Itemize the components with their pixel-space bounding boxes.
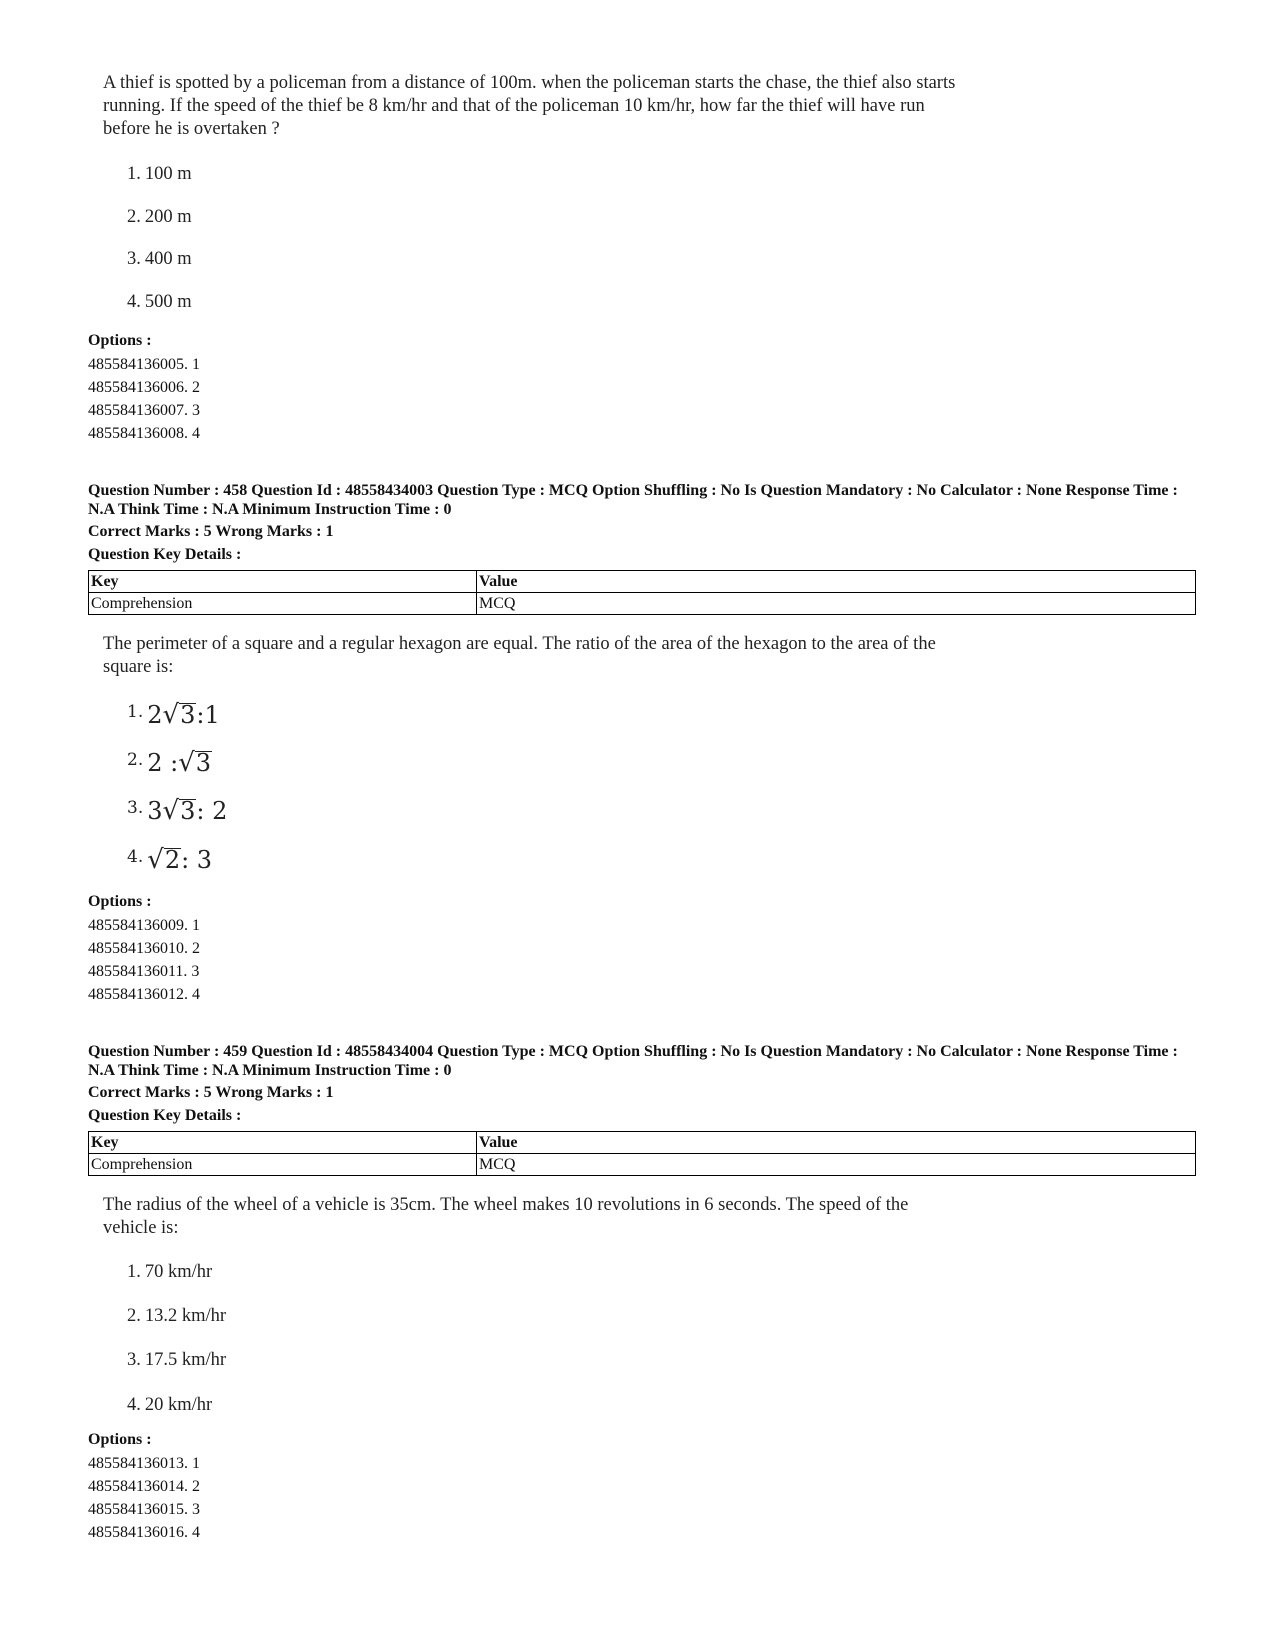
option-number: 4. <box>127 1395 141 1415</box>
option-number: 1. <box>127 164 141 184</box>
table-cell-value: MCQ <box>477 1154 1196 1176</box>
q459-option-3 <box>127 1350 226 1371</box>
q458-option-2 <box>127 748 212 778</box>
radicand: 3 <box>180 701 196 729</box>
q459-option-2 <box>127 1306 226 1327</box>
q458-marks: Correct Marks : 5 Wrong Marks : 1 <box>88 523 334 540</box>
option-text: 13.2 km/hr <box>144 1306 227 1326</box>
option-number: 2. <box>127 750 144 770</box>
q458-option-4 <box>127 845 212 875</box>
option-post: : 3 <box>181 846 213 874</box>
table-header-key: Key <box>89 571 477 593</box>
table-header-value: Value <box>477 1132 1196 1154</box>
radical-icon: √ <box>147 845 164 875</box>
option-id-line: 485584136005. 1 <box>88 356 200 373</box>
question-459-text: The radius of the wheel of a vehicle is 35cm. The wheel makes 10 revolutions in 6 seconds. The speed of the vehicle is: <box>103 1195 909 1238</box>
q458-option-3 <box>127 796 227 826</box>
option-pre: 3 <box>147 797 163 825</box>
option-number: 3. <box>127 1350 141 1370</box>
q457-options-label: Options : <box>88 332 152 349</box>
option-text: 500 m <box>144 292 192 312</box>
question-457-text: A thief is spotted by a policeman from a distance of 100m. when the policeman starts the chase, the thief also starts running. If the speed of the thief be 8 km/hr and that of the policeman 10 km/hr, how far the thief will have run before he is overtaken ? <box>103 73 956 139</box>
option-number: 2. <box>127 207 141 227</box>
option-id-line: 485584136016. 4 <box>88 1524 200 1541</box>
option-number: 3. <box>127 249 141 269</box>
q457-option-3 <box>127 249 192 270</box>
table-header-row <box>89 571 1196 593</box>
q459-marks: Correct Marks : 5 Wrong Marks : 1 <box>88 1084 334 1101</box>
q458-meta: Question Number : 458 Question Id : 48558434003 Question Type : MCQ Option Shuffling : No Is Question Mandatory : No Calculator : None Response Time : N.A Think Time : N.A Minimum Instruction Time : 0 <box>88 482 1178 518</box>
q458-key-details-label: Question Key Details : <box>88 546 242 563</box>
option-number: 4. <box>127 292 141 312</box>
option-number: 2. <box>127 1306 141 1326</box>
table-row <box>89 1154 1196 1176</box>
q459-key-details-label: Question Key Details : <box>88 1107 242 1124</box>
option-id-line: 485584136013. 1 <box>88 1455 200 1472</box>
radical-icon: √ <box>162 796 180 826</box>
table-cell-key: Comprehension <box>89 593 477 615</box>
option-id-line: 485584136006. 2 <box>88 379 200 396</box>
q459-options-label: Options : <box>88 1431 152 1448</box>
q458-key-table <box>88 570 1196 615</box>
option-id-line: 485584136007. 3 <box>88 402 200 419</box>
radical-icon: √ <box>162 700 180 730</box>
option-text: 70 km/hr <box>144 1262 213 1282</box>
q459-option-1 <box>127 1262 212 1283</box>
table-header-key: Key <box>89 1132 477 1154</box>
option-id-line: 485584136014. 2 <box>88 1478 200 1495</box>
q458-option-1 <box>127 700 220 730</box>
table-header-row <box>89 1132 1196 1154</box>
q457-option-2 <box>127 207 192 228</box>
option-post: : 2 <box>196 797 228 825</box>
q459-option-ids <box>88 1452 200 1544</box>
option-id-line: 485584136015. 3 <box>88 1501 200 1518</box>
q458-options-label: Options : <box>88 893 152 910</box>
option-text: 100 m <box>144 164 192 184</box>
option-pre: 2 <box>147 701 163 729</box>
q459-key-table <box>88 1131 1196 1176</box>
table-row <box>89 593 1196 615</box>
option-number: 4. <box>127 847 144 867</box>
q457-option-ids <box>88 353 200 445</box>
option-id-line: 485584136011. 3 <box>88 963 200 980</box>
option-text: 17.5 km/hr <box>144 1350 227 1370</box>
q459-option-4 <box>127 1395 212 1416</box>
option-post: :1 <box>196 701 220 729</box>
q457-option-1 <box>127 164 192 185</box>
option-text: 20 km/hr <box>144 1395 213 1415</box>
option-id-line: 485584136008. 4 <box>88 425 200 442</box>
option-id-line: 485584136010. 2 <box>88 940 200 957</box>
table-cell-value: MCQ <box>477 593 1196 615</box>
q459-meta: Question Number : 459 Question Id : 48558434004 Question Type : MCQ Option Shuffling : No Is Question Mandatory : No Calculator : None Response Time : N.A Think Time : N.A Minimum Instruction Time : 0 <box>88 1043 1178 1079</box>
table-header-value: Value <box>477 571 1196 593</box>
option-id-line: 485584136009. 1 <box>88 917 200 934</box>
option-pre: 2 : <box>147 749 179 777</box>
table-cell-key: Comprehension <box>89 1154 477 1176</box>
option-id-line: 485584136012. 4 <box>88 986 200 1003</box>
q458-option-ids <box>88 914 200 1006</box>
radical-icon: √ <box>178 748 195 778</box>
radicand: 3 <box>180 797 196 825</box>
option-number: 1. <box>127 1262 141 1282</box>
option-number: 1. <box>127 702 144 722</box>
q457-option-4 <box>127 292 192 313</box>
option-text: 200 m <box>144 207 192 227</box>
radicand: 3 <box>195 749 212 777</box>
option-number: 3. <box>127 798 144 818</box>
question-458-text: The perimeter of a square and a regular hexagon are equal. The ratio of the area of the hexagon to the area of the square is: <box>103 634 936 677</box>
radicand: 2 <box>164 846 181 874</box>
option-text: 400 m <box>144 249 192 269</box>
